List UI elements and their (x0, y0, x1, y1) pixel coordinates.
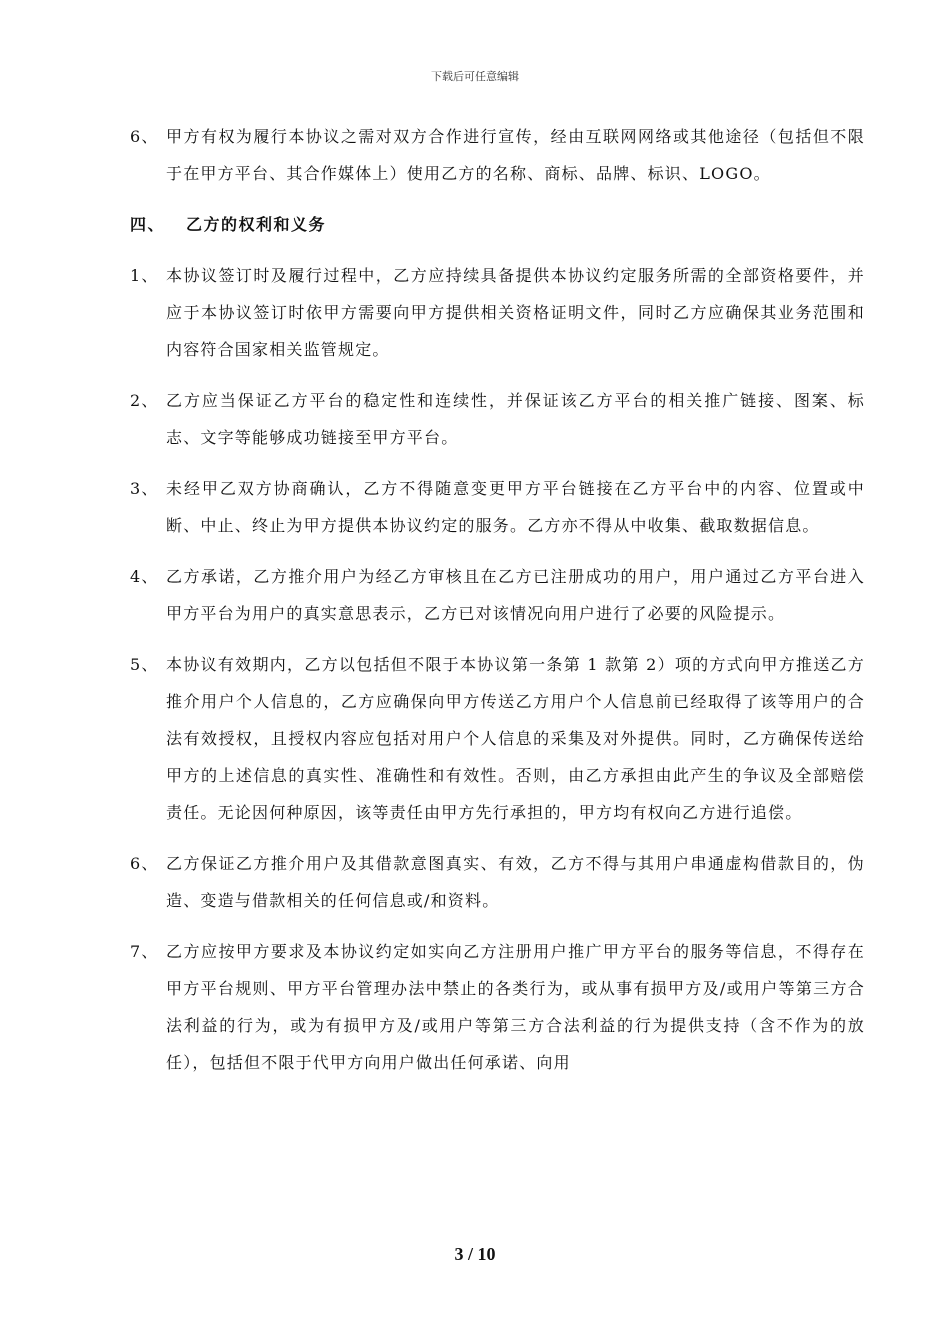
clause-number: 6、 (130, 854, 159, 873)
clause-item (130, 933, 865, 1081)
clause-item (130, 118, 865, 192)
clause-text: 本协议有效期内，乙方以包括但不限于本协议第一条第 1 款第 2）项的方式向甲方推送乙方推介用户个人信息的，乙方应确保向甲方传送乙方用户个人信息前已经取得了该等用户的合法有效授权，且授权内容应包括对用户个人信息的采集及对外提供。同时，乙方确保传送给甲方的上述信息的真实性、准确性和有效性。否则，由乙方承担由此产生的争议及全部赔偿责任。无论因何种原因，该等责任由甲方先行承担的，甲方均有权向乙方进行追偿。 (166, 655, 865, 822)
page-number: 3 / 10 (454, 1244, 496, 1264)
clause-number: 1、 (130, 266, 159, 285)
clause-item (130, 382, 865, 456)
clause-item (130, 646, 865, 831)
section-heading (130, 206, 865, 243)
clause-number: 4、 (130, 567, 159, 586)
clause-item (130, 845, 865, 919)
clause-text: 乙方保证乙方推介用户及其借款意图真实、有效，乙方不得与其用户串通虚构借款目的，伪造、变造与借款相关的任何信息或/和资料。 (166, 854, 865, 910)
clause-text: 甲方有权为履行本协议之需对双方合作进行宣传，经由互联网网络或其他途径（包括但不限于在甲方平台、其合作媒体上）使用乙方的名称、商标、品牌、标识、LOGO。 (166, 127, 865, 183)
clause-item (130, 558, 865, 632)
clause-number: 5、 (130, 655, 159, 674)
clause-item (130, 470, 865, 544)
section-title: 乙方的权利和义务 (186, 215, 327, 234)
clause-text: 乙方应按甲方要求及本协议约定如实向乙方注册用户推广甲方平台的服务等信息，不得存在甲方平台规则、甲方平台管理办法中禁止的各类行为，或从事有损甲方及/或用户等第三方合法利益的行为，或为有损甲方及/或用户等第三方合法利益的行为提供支持（含不作为的放任），包括但不限于代甲方向用户做出任何承诺、向用 (166, 942, 865, 1072)
clause-text: 本协议签订时及履行过程中，乙方应持续具备提供本协议约定服务所需的全部资格要件，并应于本协议签订时依甲方需要向甲方提供相关资格证明文件，同时乙方应确保其业务范围和内容符合国家相关监管规定。 (166, 266, 865, 359)
clause-number: 6、 (130, 127, 159, 146)
document-body (130, 118, 865, 1095)
clause-number: 2、 (130, 391, 159, 410)
clause-text: 乙方承诺，乙方推介用户为经乙方审核且在乙方已注册成功的用户，用户通过乙方平台进入甲方平台为用户的真实意思表示，乙方已对该情况向用户进行了必要的风险提示。 (166, 567, 865, 623)
clause-text: 未经甲乙双方协商确认，乙方不得随意变更甲方平台链接在乙方平台中的内容、位置或中断、中止、终止为甲方提供本协议约定的服务。乙方亦不得从中收集、截取数据信息。 (166, 479, 865, 535)
clause-item (130, 257, 865, 368)
section-number: 四、 (130, 215, 166, 234)
clause-text: 乙方应当保证乙方平台的稳定性和连续性，并保证该乙方平台的相关推广链接、图案、标志、文字等能够成功链接至甲方平台。 (166, 391, 865, 447)
clause-number: 7、 (130, 942, 159, 961)
clause-number: 3、 (130, 479, 159, 498)
header-note: 下载后可任意编辑 (431, 70, 519, 83)
